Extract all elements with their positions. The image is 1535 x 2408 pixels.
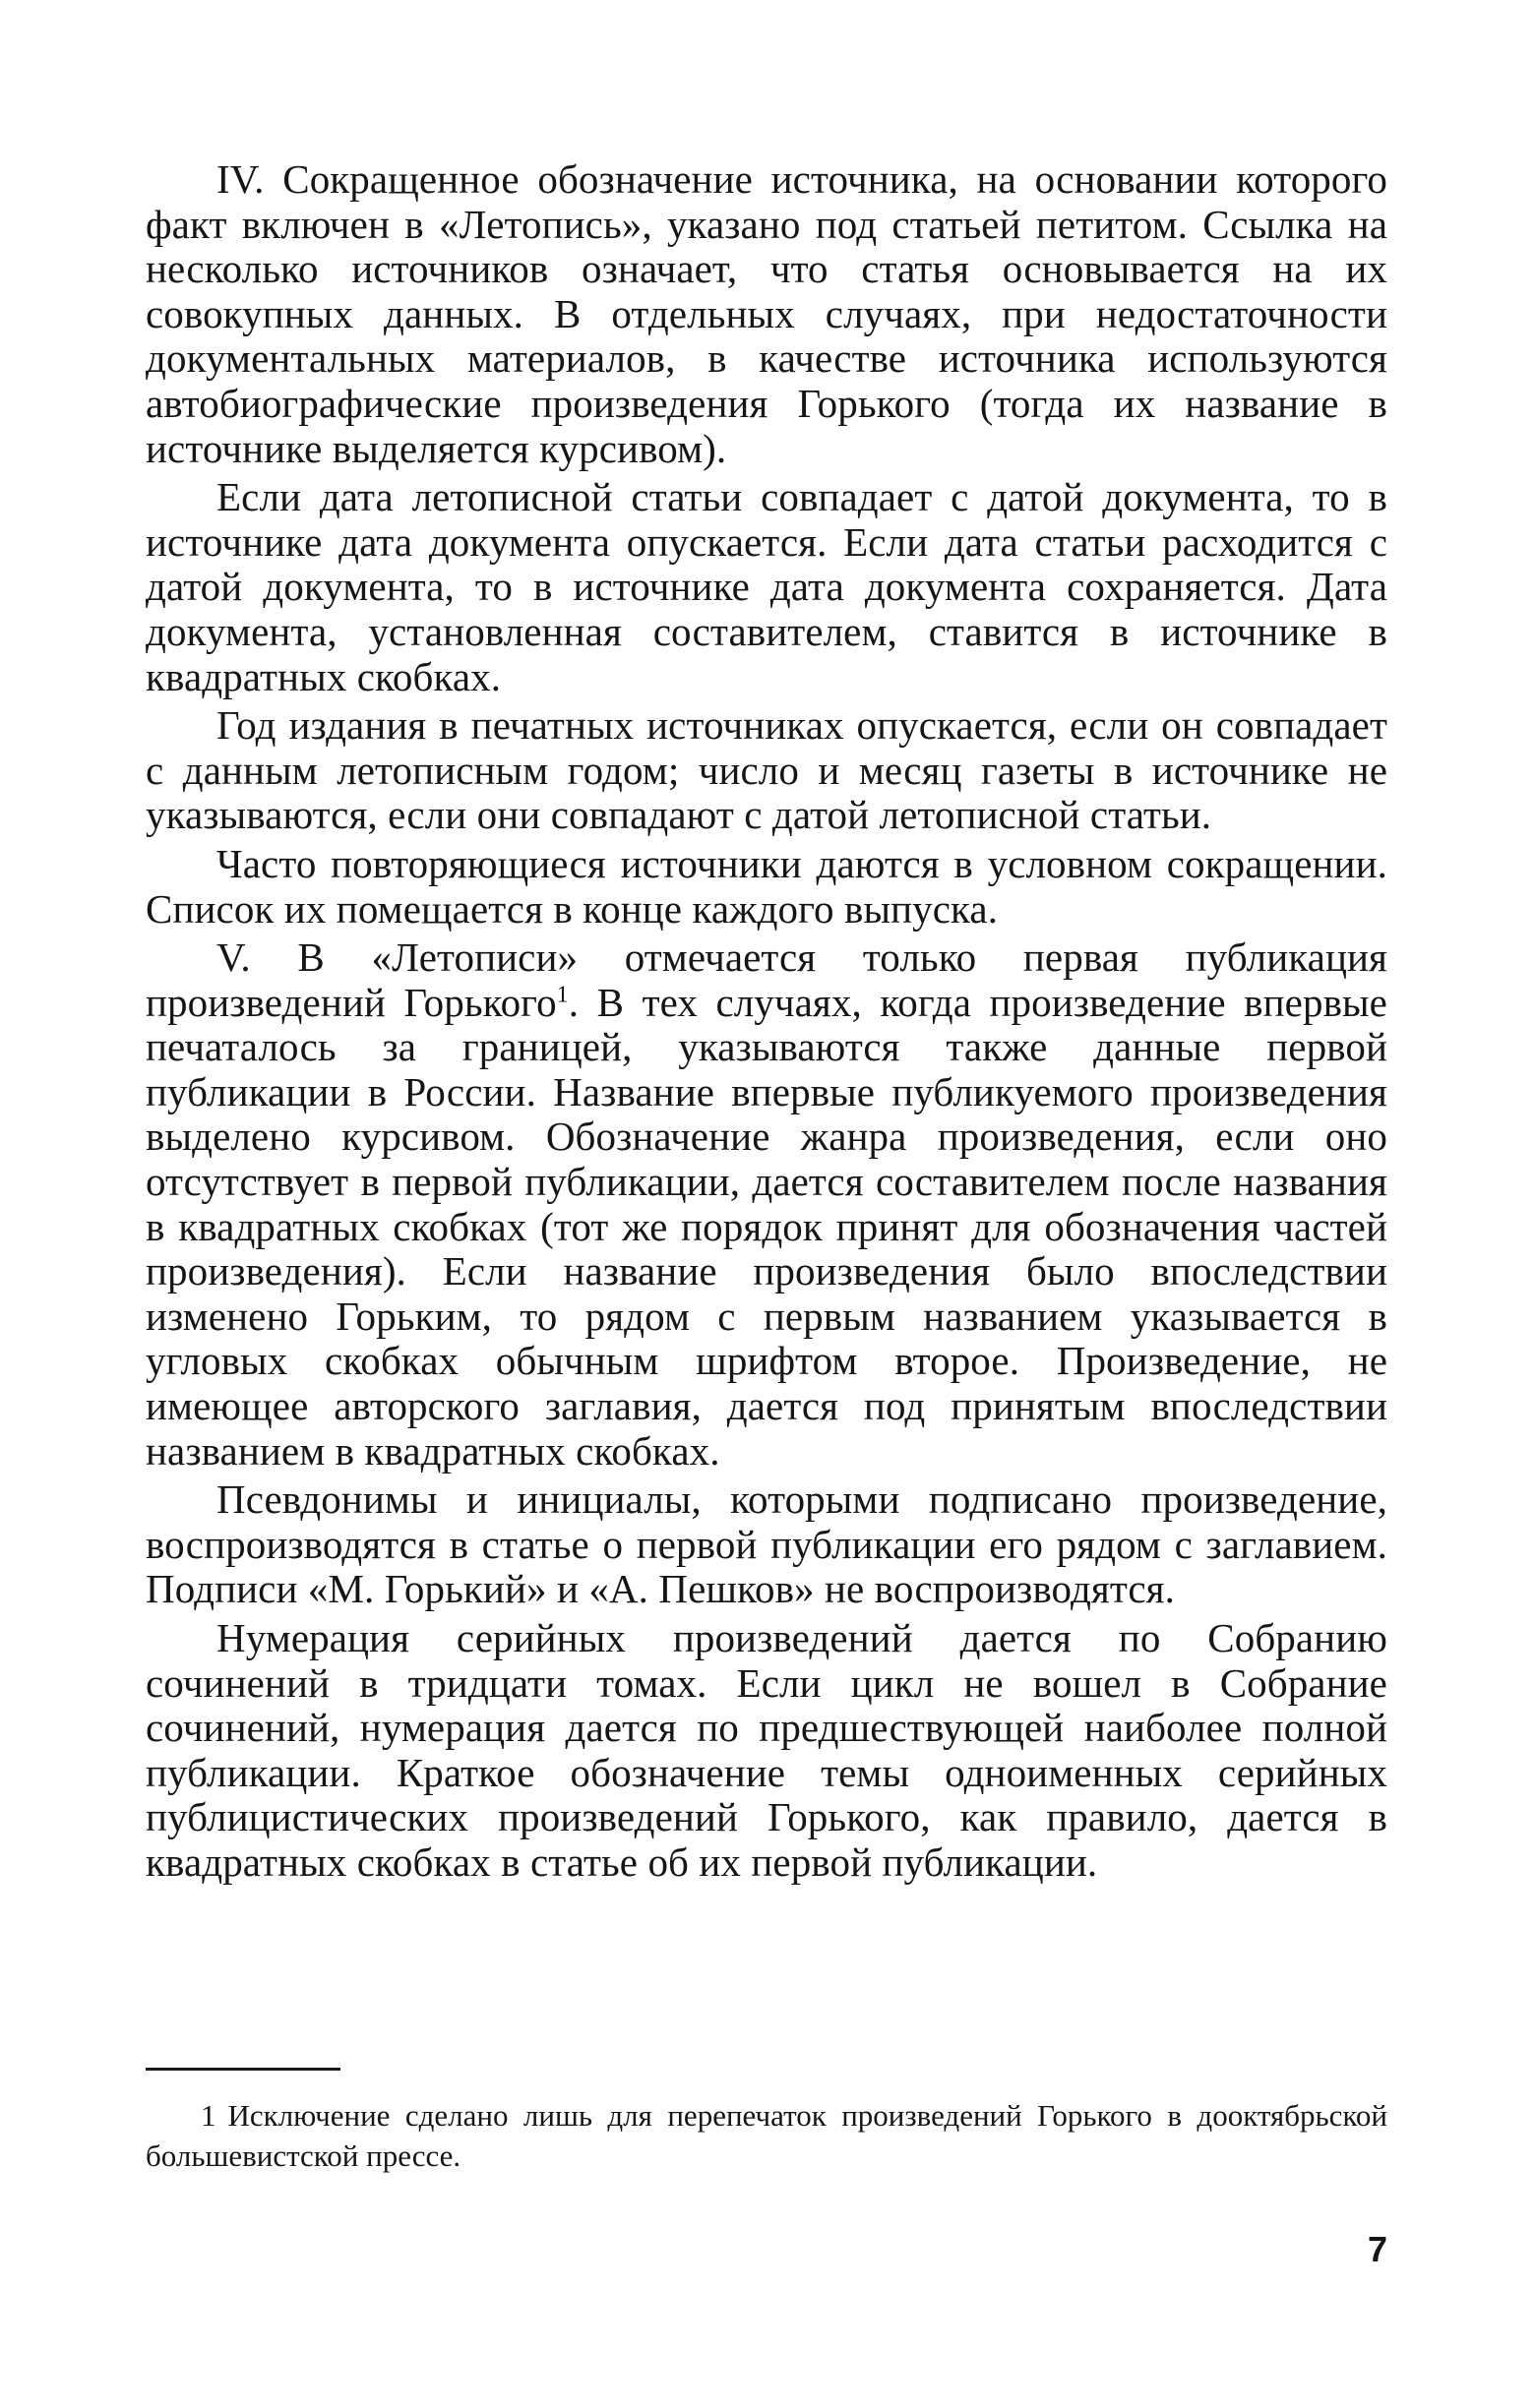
paragraph-year-rules: Год издания в печатных источниках опускается, если он совпадает с данным летописным годом; число и месяц газеты в источнике не указываются, если они совпадают с датой летописной статьи. <box>146 702 1387 838</box>
main-text <box>146 157 1387 1890</box>
footnote-reference: 1 <box>556 982 569 1008</box>
paragraph-source-notation: IV. Сокращенное обозначение источника, на основании которого факт включен в «Летопись», указано под статьей петитом. Ссылка на несколько источников означает, что статья основывается на их совокупных данных. В отдельных случаях, при недостаточности документальных материалов, в качестве источника используются автобиографические произведения Горького (тогда их название в источнике выделяется курсивом). <box>146 156 1387 471</box>
paragraph-serial-numbering: Нумерация серийных произведений дается по Собранию сочинений в тридцати томах. Если цикл не вошел в Собрание сочинений, нумерация дается по предшествующей наиболее полной публикации. Краткое обозначение темы одноименных серийных публицистических произведений Горького, как правило, дается в квадратных скобках в статье об их первой публикации. <box>146 1615 1387 1885</box>
footnote-text: Исключение сделано лишь для перепечаток произведений Горького в дооктябрьской большевистской прессе. <box>146 2098 1387 2173</box>
paragraph-abbreviations: Часто повторяющиеся источники даются в условном сокращении. Список их помещается в конце каждого выпуска. <box>146 840 1387 932</box>
page-number: 7 <box>1367 2229 1387 2269</box>
paragraph-first-publication-end: . В тех случаях, когда произведение впервые печаталось за границей, указываются также данные первой публикации в России. Название впервые публикуемого произведения выделено курсивом. Обозначение жанра произведения, если оно отсутствует в первой публикации, дается составителем после названия в квадратных скобках (тот же порядок принят для обозначения частей произведения). Если название произведения было впоследствии изменено Горьким, то рядом с первым названием указывается в угловых скобках обычным шрифтом второе. Произведение, не имеющее авторского заглавия, дается под принятым впоследствии названием в квадратных скобках. <box>146 979 1387 1474</box>
footnote-marker: 1 <box>201 2098 216 2133</box>
paragraph-first-publication <box>146 935 1387 1474</box>
paragraph-first-publication-start: V. В «Летописи» отмечается только первая публикация произведений Горького <box>146 934 1387 1025</box>
footnote <box>146 2095 1387 2176</box>
paragraph-date-rules: Если дата летописной статьи совпадает с датой документа, то в источнике дата документа опускается. Если дата статьи расходится с датой документа, то в источнике дата документа сохраняется. Дата документа, установленная составителем, ставится в источнике в квадратных скобках. <box>146 474 1387 699</box>
paragraph-pseudonyms: Псевдонимы и инициалы, которыми подписано произведение, воспроизводятся в статье о первой публикации его рядом с заглавием. Подписи «М. Горький» и «А. Пешков» не воспроизводятся. <box>146 1476 1387 1612</box>
footnote-divider <box>146 2068 340 2071</box>
